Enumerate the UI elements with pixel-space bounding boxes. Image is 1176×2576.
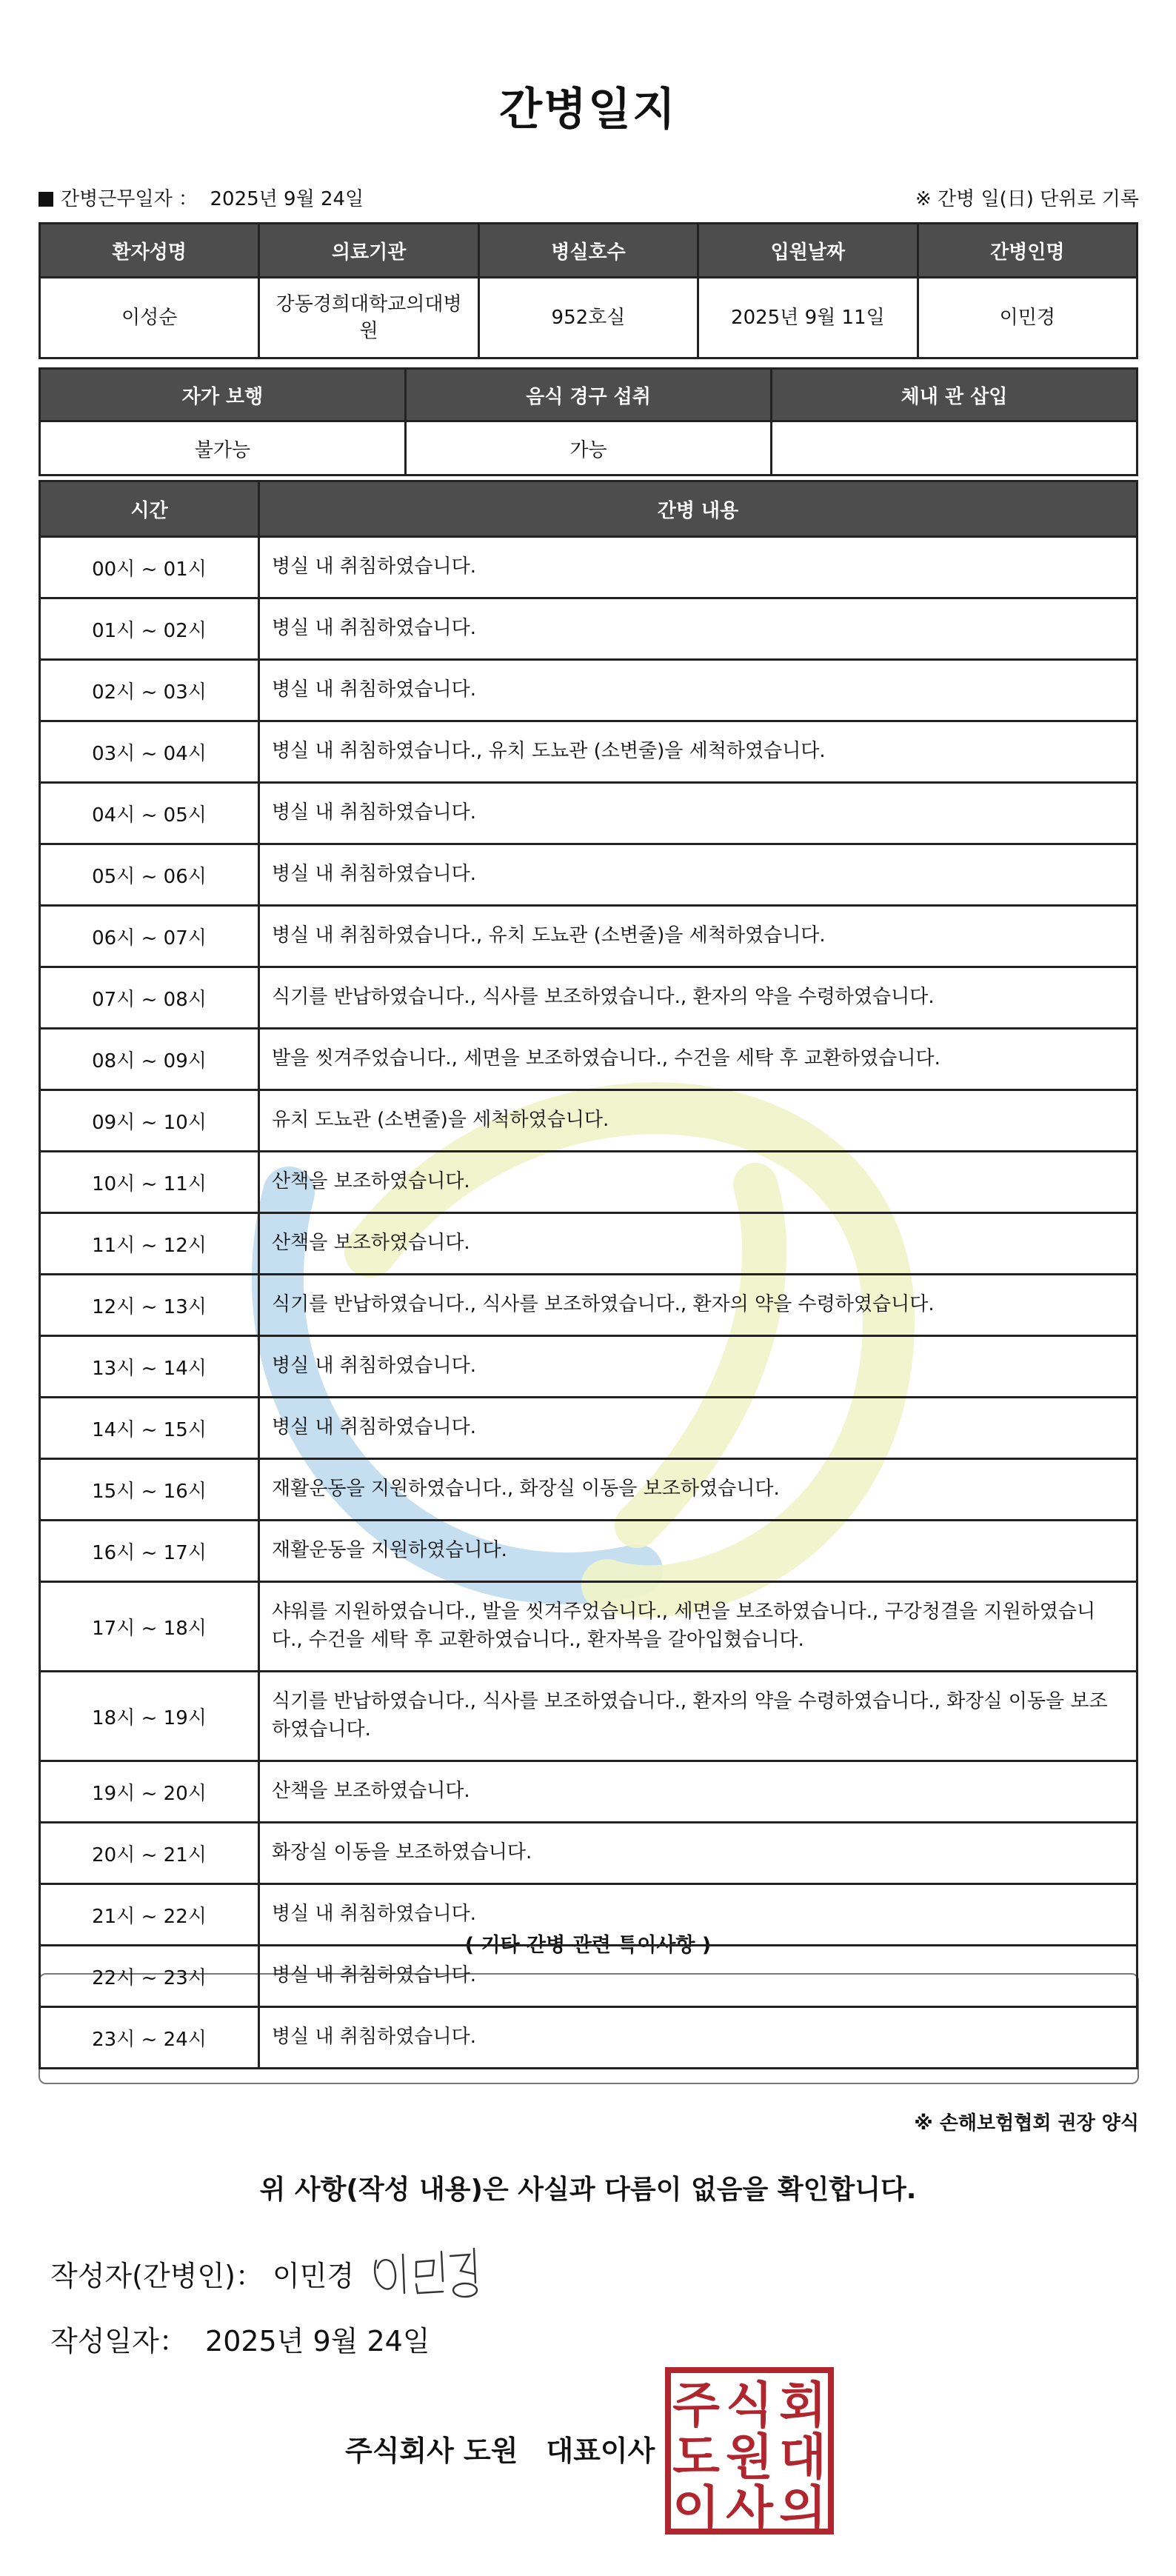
time-slot: 00시 ~ 01시 xyxy=(40,537,259,598)
header-walking: 자가 보행 xyxy=(40,369,406,421)
time-slot: 02시 ~ 03시 xyxy=(40,660,259,721)
company-seal-icon xyxy=(665,2367,834,2535)
hourly-care-log-table xyxy=(39,480,1138,2069)
care-content: 병실 내 취침하였습니다. xyxy=(259,598,1137,660)
confirmation-statement: 위 사항(작성 내용)은 사실과 다름이 없음을 확인합니다. xyxy=(259,2175,917,2205)
time-slot: 04시 ~ 05시 xyxy=(40,783,259,844)
table-row xyxy=(40,1090,1137,1152)
time-slot: 16시 ~ 17시 xyxy=(40,1521,259,1582)
table-row xyxy=(40,1029,1137,1090)
square-bullet-icon xyxy=(39,192,53,207)
time-slot: 06시 ~ 07시 xyxy=(40,906,259,967)
time-slot: 17시 ~ 18시 xyxy=(40,1582,259,1672)
time-slot: 03시 ~ 04시 xyxy=(40,721,259,783)
care-content: 산책을 보조하였습니다. xyxy=(259,1152,1137,1213)
table-row xyxy=(40,721,1137,783)
header-admission-date: 입원날짜 xyxy=(698,224,918,278)
svg-text:원: 원 xyxy=(726,2429,773,2486)
care-content: 병실 내 취침하였습니다. xyxy=(259,783,1137,844)
svg-text:도: 도 xyxy=(672,2429,720,2486)
svg-text:이: 이 xyxy=(672,2480,720,2535)
care-content: 병실 내 취침하였습니다. xyxy=(259,1336,1137,1398)
time-slot: 23시 ~ 24시 xyxy=(40,2007,259,2069)
time-slot: 22시 ~ 23시 xyxy=(40,1946,259,2007)
company-representative: 주식회사 도원 대표이사 xyxy=(345,2435,655,2467)
writer-name: 이민경 xyxy=(273,2260,355,2292)
time-slot: 13시 ~ 14시 xyxy=(40,1336,259,1398)
header-oral-intake: 음식 경구 섭취 xyxy=(406,369,772,421)
time-slot: 01시 ~ 02시 xyxy=(40,598,259,660)
work-date xyxy=(39,184,364,211)
care-content: 산책을 보조하였습니다. xyxy=(259,1213,1137,1275)
table-row xyxy=(40,967,1137,1029)
hospital-name: 강동경희대학교의대병원 xyxy=(259,278,478,358)
care-content: 식기를 반납하였습니다., 식사를 보조하였습니다., 환자의 약을 수령하였습니다. xyxy=(259,967,1137,1029)
admission-date: 2025년 9월 11일 xyxy=(698,278,918,358)
care-content: 발을 씻겨주었습니다., 세면을 보조하였습니다., 수건을 세탁 후 교환하였습니다. xyxy=(259,1029,1137,1090)
table-row xyxy=(40,1152,1137,1213)
svg-text:의: 의 xyxy=(779,2480,826,2535)
oral-intake-status: 가능 xyxy=(406,421,772,476)
svg-text:사: 사 xyxy=(726,2480,773,2535)
time-slot: 07시 ~ 08시 xyxy=(40,967,259,1029)
writer-label: 작성자(간병인)： xyxy=(50,2260,264,2292)
care-content: 병실 내 취침하였습니다. xyxy=(259,1398,1137,1459)
time-slot: 21시 ~ 22시 xyxy=(40,1884,259,1946)
time-slot: 09시 ~ 10시 xyxy=(40,1090,259,1152)
table-row xyxy=(40,844,1137,906)
time-slot: 15시 ~ 16시 xyxy=(40,1459,259,1521)
header-caregiver: 간병인명 xyxy=(918,224,1137,278)
svg-text:대: 대 xyxy=(779,2429,826,2486)
recommend-note: ※ 손해보험협회 권장 양식 xyxy=(914,2112,1139,2135)
document-title: 간병일지 xyxy=(499,84,677,136)
care-content: 샤워를 지원하였습니다., 발을 씻겨주었습니다., 세면을 보조하였습니다., 구강청결을 지원하였습니다., 수건을 세탁 후 교환하였습니다., 환자복을 갈아입혔습니다. xyxy=(259,1582,1137,1672)
time-slot: 20시 ~ 21시 xyxy=(40,1823,259,1884)
header-hospital: 의료기관 xyxy=(259,224,478,278)
care-content: 병실 내 취침하였습니다. xyxy=(259,2007,1137,2069)
table-row xyxy=(40,1582,1137,1672)
care-content: 병실 내 취침하였습니다. xyxy=(259,660,1137,721)
record-unit-note: ※ 간병 일(日) 단위로 기록 xyxy=(915,188,1139,210)
table-row xyxy=(40,1459,1137,1521)
caregiver-name: 이민경 xyxy=(918,278,1137,358)
care-content: 병실 내 취침하였습니다., 유치 도뇨관 (소변줄)을 세척하였습니다. xyxy=(259,906,1137,967)
svg-text:식: 식 xyxy=(726,2377,773,2434)
time-slot: 05시 ~ 06시 xyxy=(40,844,259,906)
time-slot: 08시 ~ 09시 xyxy=(40,1029,259,1090)
care-content: 재활운동을 지원하였습니다. xyxy=(259,1521,1137,1582)
care-content: 병실 내 취침하였습니다. xyxy=(259,1946,1137,2007)
care-content: 병실 내 취침하였습니다., 유치 도뇨관 (소변줄)을 세척하였습니다. xyxy=(259,721,1137,783)
writer-line xyxy=(50,2253,354,2294)
table-row xyxy=(40,598,1137,660)
care-content: 화장실 이동을 보조하였습니다. xyxy=(259,1823,1137,1884)
table-row xyxy=(40,537,1137,598)
table-row xyxy=(40,1761,1137,1823)
header-time: 시간 xyxy=(40,481,259,537)
header-tube: 체내 관 삽입 xyxy=(772,369,1137,421)
header-care-content: 간병 내용 xyxy=(259,481,1137,537)
written-date-label: 작성일자： xyxy=(50,2325,187,2358)
room-number: 952호실 xyxy=(478,278,698,358)
care-content: 산책을 보조하였습니다. xyxy=(259,1761,1137,1823)
walking-status: 불가능 xyxy=(40,421,406,476)
care-content: 병실 내 취침하였습니다. xyxy=(259,537,1137,598)
table-row xyxy=(40,783,1137,844)
written-date-value: 2025년 9월 24일 xyxy=(205,2325,430,2358)
table-row xyxy=(40,1946,1137,2007)
table-row xyxy=(40,2007,1137,2069)
table-row xyxy=(40,1213,1137,1275)
table-row xyxy=(40,1336,1137,1398)
tube-status xyxy=(772,421,1137,476)
care-content: 재활운동을 지원하였습니다., 화장실 이동을 보조하였습니다. xyxy=(259,1459,1137,1521)
table-row xyxy=(40,660,1137,721)
table-row xyxy=(40,1398,1137,1459)
written-date-line xyxy=(50,2318,430,2359)
care-content: 병실 내 취침하였습니다. xyxy=(259,1884,1137,1946)
care-content: 유치 도뇨관 (소변줄)을 세척하였습니다. xyxy=(259,1090,1137,1152)
header-patient-name: 환자성명 xyxy=(40,224,259,278)
header-room: 병실호수 xyxy=(478,224,698,278)
table-row xyxy=(40,1884,1137,1946)
work-date-value: 2025년 9월 24일 xyxy=(210,188,364,210)
table-row xyxy=(40,1823,1137,1884)
time-slot: 11시 ~ 12시 xyxy=(40,1213,259,1275)
time-slot: 18시 ~ 19시 xyxy=(40,1672,259,1761)
svg-text:회: 회 xyxy=(779,2377,826,2434)
handwritten-signature-icon xyxy=(370,2241,489,2300)
care-content: 식기를 반납하였습니다., 식사를 보조하였습니다., 환자의 약을 수령하였습니다. xyxy=(259,1275,1137,1336)
time-slot: 10시 ~ 11시 xyxy=(40,1152,259,1213)
care-log-rows xyxy=(40,537,1137,2069)
care-content: 식기를 반납하였습니다., 식사를 보조하였습니다., 환자의 약을 수령하였습니다., 화장실 이동을 보조하였습니다. xyxy=(259,1672,1137,1761)
time-slot: 12시 ~ 13시 xyxy=(40,1275,259,1336)
time-slot: 19시 ~ 20시 xyxy=(40,1761,259,1823)
care-content: 병실 내 취침하였습니다. xyxy=(259,844,1137,906)
table-row xyxy=(40,1275,1137,1336)
table-row xyxy=(40,1521,1137,1582)
table-row xyxy=(40,906,1137,967)
table-row xyxy=(40,1672,1137,1761)
notes-title: ( 기타 간병 관련 특이사항 ) xyxy=(464,1934,712,1957)
patient-info-table xyxy=(39,222,1138,359)
svg-text:주: 주 xyxy=(672,2377,720,2434)
time-slot: 14시 ~ 15시 xyxy=(40,1398,259,1459)
patient-status-table xyxy=(39,367,1138,476)
patient-name: 이성순 xyxy=(40,278,259,358)
work-date-label: 간병근무일자 ： xyxy=(61,188,198,210)
